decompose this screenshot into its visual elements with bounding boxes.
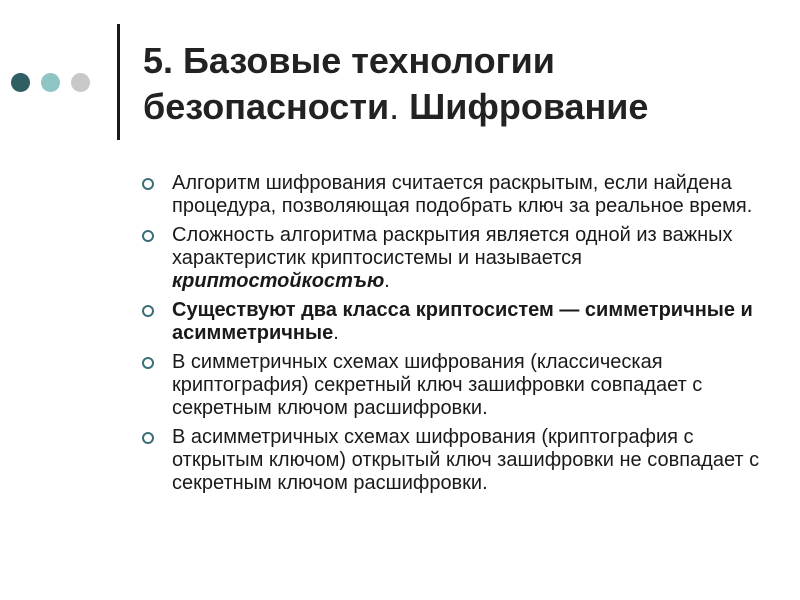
title-divider-line xyxy=(117,24,120,140)
grey-dot xyxy=(71,73,90,92)
bullet-text-end: . xyxy=(333,322,339,344)
light-teal-dot xyxy=(41,73,60,92)
decorative-dots xyxy=(11,73,90,92)
title-line-2-dot: . xyxy=(389,86,400,127)
title-line-2-part-1: безопасности xyxy=(143,86,390,127)
title-line-1: 5. Базовые технологии xyxy=(143,40,555,81)
bullet-emphasis: Существуют два класса криптосистем — симметричные и асимметричные xyxy=(172,299,753,344)
bullet-text: В асимметричных схемах шифрования (криптография с открытым ключом) открытый ключ зашифровки не совпадает с секретным ключом расшифровки. xyxy=(172,426,760,494)
bullet-item xyxy=(142,224,762,293)
bullet-emphasis: криптостойкостъю xyxy=(172,270,385,292)
ring-bullet-icon xyxy=(142,432,154,444)
slide-title xyxy=(143,38,783,130)
title-line-2-part-2: Шифрование xyxy=(399,86,649,127)
ring-bullet-icon xyxy=(142,305,154,317)
bullet-text: Сложность алгоритма раскрытия является одной из важных характеристик криптосистемы и называется xyxy=(172,224,733,269)
bullet-text: В симметричных схемах шифрования (классическая криптография) секретный ключ зашифровки совпадает с секретным ключом расшифровки. xyxy=(172,351,703,419)
bullet-text-end: . xyxy=(384,270,390,292)
ring-bullet-icon xyxy=(142,230,154,242)
ring-bullet-icon xyxy=(142,178,154,190)
bullet-list xyxy=(142,172,762,501)
bullet-item xyxy=(142,426,762,495)
dark-teal-dot xyxy=(11,73,30,92)
ring-bullet-icon xyxy=(142,357,154,369)
bullet-item xyxy=(142,172,762,218)
bullet-item xyxy=(142,299,762,345)
bullet-text: Алгоритм шифрования считается раскрытым, если найдена процедура, позволяющая подобрать ключ за реальное время. xyxy=(172,172,753,217)
bullet-item xyxy=(142,351,762,420)
